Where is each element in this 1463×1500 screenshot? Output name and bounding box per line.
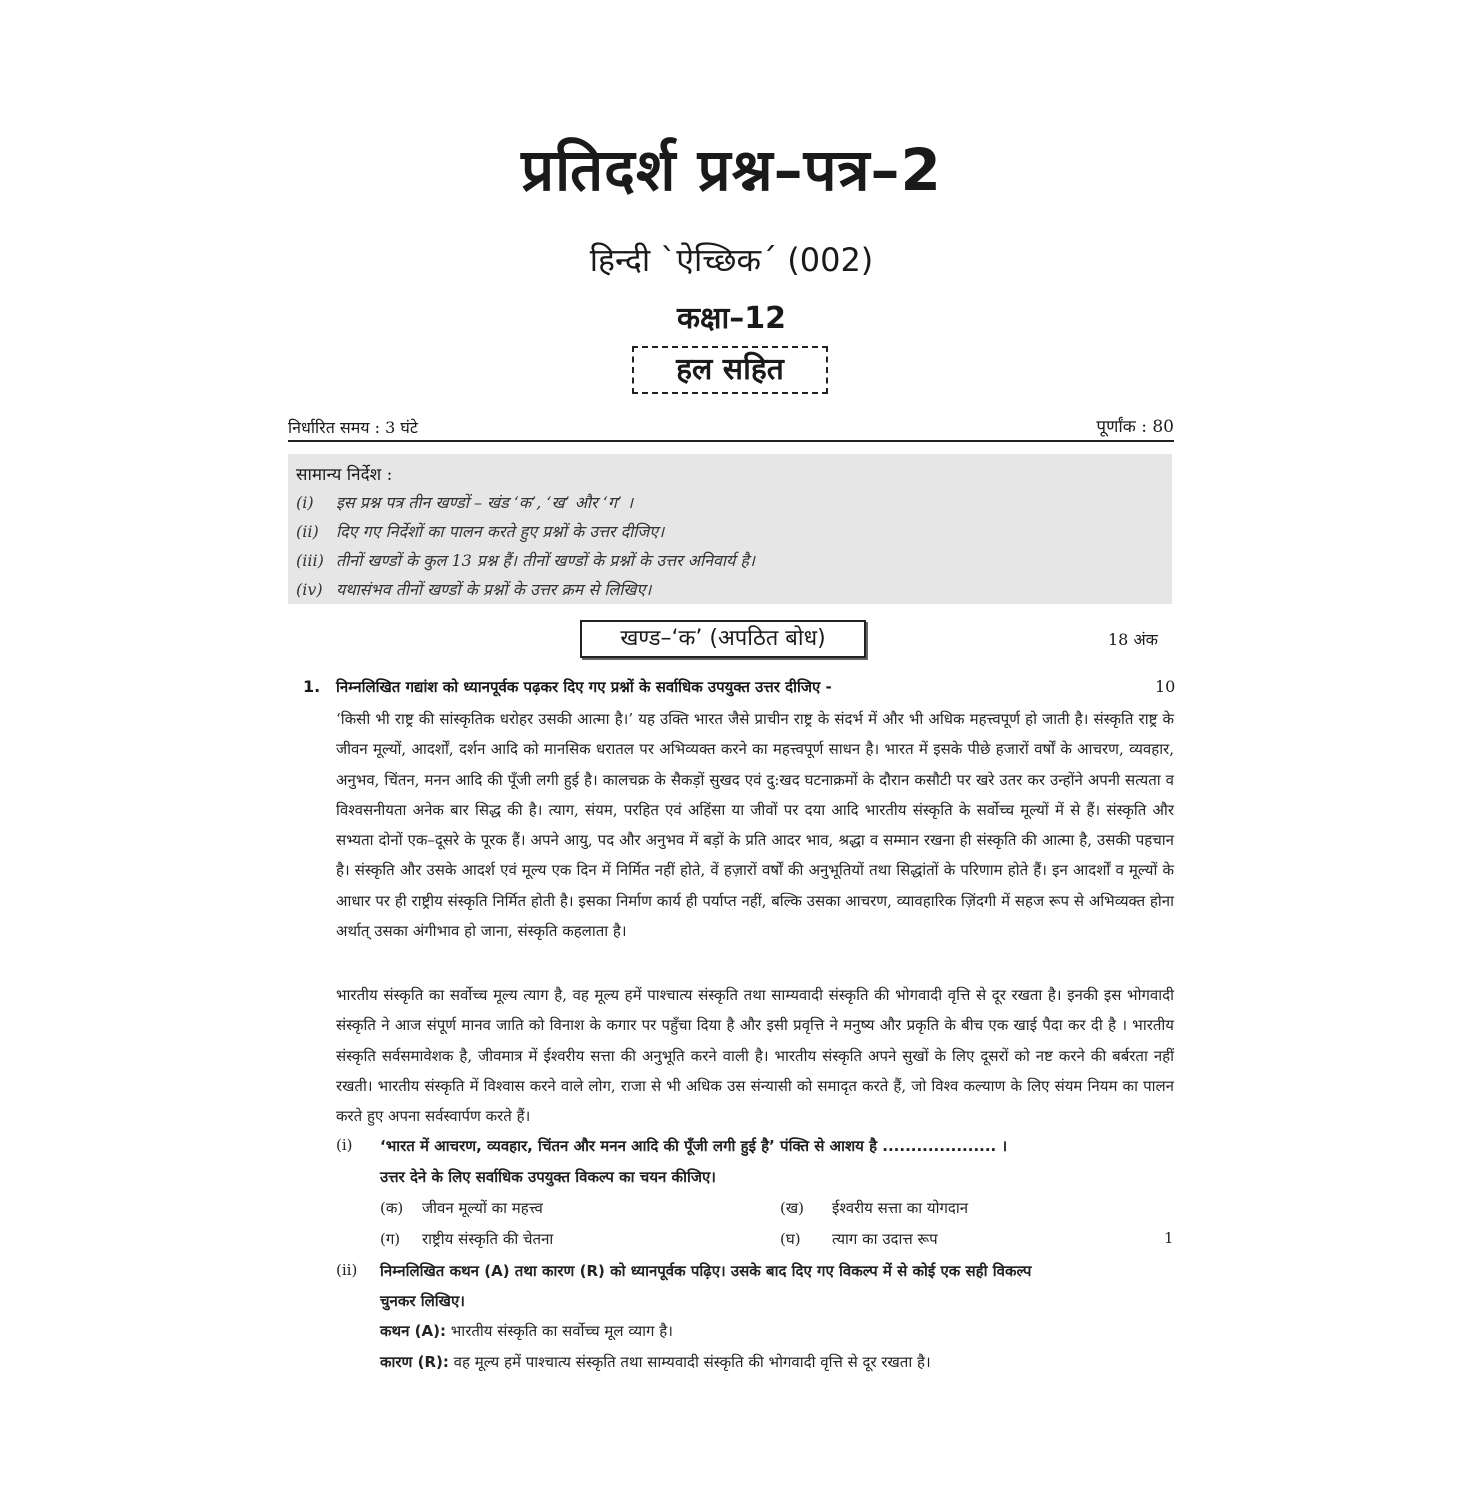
option-text: त्याग का उदात्त रूप xyxy=(832,1230,938,1248)
instruction-text: दिए गए निर्देशों का पालन करते हुए प्रश्नों के उत्तर दीजिए। xyxy=(336,522,665,541)
section-marks: 18 अंक xyxy=(1108,630,1158,649)
instruction-number: (iv) xyxy=(296,580,323,599)
subject-line: हिन्दी `ऐच्छिक´ (002) xyxy=(589,241,874,279)
assertion-line xyxy=(380,1321,673,1341)
subquestion-text: निम्नलिखित कथन (A) तथा कारण (R) को ध्यानपूर्वक पढ़िए। उसके बाद दिए गए विकल्प में से कोई एक सही विकल्प xyxy=(380,1262,1032,1280)
subquestion-instruction: उत्तर देने के लिए सर्वाधिक उपयुक्त विकल्प का चयन कीजिए। xyxy=(380,1168,716,1186)
question-marks: 10 xyxy=(1155,677,1176,696)
question-number: 1. xyxy=(303,677,321,696)
passage-paragraph-1: ‘किसी भी राष्ट्र की सांस्कृतिक धरोहर उसकी आत्मा है।’ यह उक्ति भारत जैसे प्राचीन राष्ट्र के संदर्भ में और भी अधिक महत्त्वपूर्ण हो जाती है। संस्कृति राष्ट्र के जीवन मूल्यों, आदर्शों, दर्शन आदि को मानसिक धरातल पर अभिव्यक्त करने का महत्त्वपूर्ण साधन है। भारत में इसके पीछे हजारों वर्षों के आचरण, व्यवहार, अनुभव, चिंतन, मनन आदि की पूँजी लगी हुई है। कालचक्र के सैकड़ों सुखद एवं दु:खद घटनाक्रमों के दौरान कसौटी पर खरे उतर कर उन्होंने अपनी सत्यता व विश्वसनीयता अनेक बार सिद्ध की है। त्याग, संयम, परहित एवं अहिंसा या जीवों पर दया आदि भारतीय संस्कृति के सर्वोच्च मूल्यों में से हैं। संस्कृति और सभ्यता दोनों एक–दूसरे के पूरक हैं। अपने आयु, पद और अनुभव में बड़ों के प्रति आदर भाव, श्रद्धा व सम्मान रखना ही संस्कृति की आत्मा है, उसकी पहचान है। संस्कृति और उसके आदर्श एवं मूल्य एक दिन में निर्मित नहीं होते, वें हज़ारों वर्षों की अनुभूतियों तथा सिद्धांतों के परिणाम होते हैं। इन आदर्शों व मूल्यों के आधार पर ही राष्ट्रीय संस्कृति निर्मित होती है। इसका निर्माण कार्य ही पर्याप्त नहीं, बल्कि उसका आचरण, व्यावहारिक ज़िंदगी में सहज रूप से अभिव्यक्त होना अर्थात् उसका अंगीभाव हो जाना, संस्कृति कहलाता है। xyxy=(336,710,1174,941)
reason-label: कारण (R): xyxy=(380,1353,449,1371)
option-text: ईश्वरीय सत्ता का योगदान xyxy=(832,1199,969,1217)
instructions-heading: सामान्य निर्देश : xyxy=(296,465,393,485)
instruction-item xyxy=(296,578,651,600)
header-divider xyxy=(288,440,1174,442)
instruction-text: तीनों खण्डों के कुल 13 प्रश्न हैं। तीनों खण्डों के प्रश्नों के उत्तर अनिवार्य है। xyxy=(336,551,755,570)
instruction-number: (i) xyxy=(296,493,314,512)
section-heading: खण्ड–‘क’ (अपठित बोध) xyxy=(580,620,866,658)
paper-title: प्रतिदर्श प्रश्न–पत्र–2 xyxy=(521,136,942,204)
instruction-text: यथासंभव तीनों खण्डों के प्रश्नों के उत्तर क्रम से लिखिए। xyxy=(336,580,652,599)
instruction-item xyxy=(296,520,664,542)
reason-line xyxy=(380,1352,931,1372)
reason-text: वह मूल्य हमें पाश्चात्य संस्कृति तथा साम्यवादी संस्कृति की भोगवादी वृत्ति से दूर रखता है। xyxy=(453,1353,931,1371)
instruction-number: (iii) xyxy=(296,551,324,570)
subquestion-number: (i) xyxy=(336,1136,353,1154)
max-marks: पूर्णांक : 80 xyxy=(1096,417,1174,437)
solved-badge: हल सहित xyxy=(632,346,828,394)
instruction-item xyxy=(296,549,755,571)
general-instructions-box xyxy=(288,454,1172,604)
instruction-text: इस प्रश्न पत्र तीन खण्डों – खंड ‘क’, ‘ख’ और ‘ग’ । xyxy=(336,493,634,512)
option-label: (घ) xyxy=(780,1230,801,1248)
passage-paragraph-2: भारतीय संस्कृति का सर्वोच्च मूल्य त्याग है, वह मूल्य हमें पाश्चात्य संस्कृति तथा साम्यवादी संस्कृति की भोगवादी वृत्ति से दूर रखता है। इनकी इस भोगवादी संस्कृति ने आज संपूर्ण मानव जाति को विनाश के कगार पर पहुँचा दिया है और इसी प्रवृत्ति ने मनुष्य और प्रकृति के बीच एक खाई पैदा कर दी है । भारतीय संस्कृति सर्वसमावेशक है, जीवमात्र में ईश्वरीय सत्ता की अनुभूति करने वाली है। भारतीय संस्कृति अपने सुखों के लिए दूसरों को नष्ट करने की बर्बरता नहीं रखती। भारतीय संस्कृति में विश्वास करने वाले लोग, राजा से भी अधिक उस संन्यासी को समादृत करते हैं, जो विश्व कल्याण के लिए संयम नियम का पालन करते हुए अपना सर्वस्वार्पण करते हैं। xyxy=(336,986,1174,1126)
class-line: कक्षा–12 xyxy=(676,301,787,336)
time-allowed: निर्धारित समय : 3 घंटे xyxy=(288,418,418,437)
option-label: (ख) xyxy=(780,1199,804,1217)
instruction-item xyxy=(296,491,633,513)
question-prompt: निम्नलिखित गद्यांश को ध्यानपूर्वक पढ़कर दिए गए प्रश्नों के सर्वाधिक उपयुक्त उत्तर दीजिए - xyxy=(336,678,832,696)
assertion-text: भारतीय संस्कृति का सर्वोच्च मूल व्याग है। xyxy=(450,1322,673,1340)
subquestion-text: ‘भारत में आचरण, व्यवहार, चिंतन और मनन आदि की पूँजी लगी हुई है’ पंक्ति से आशय है .................... । xyxy=(380,1137,1008,1155)
option-label: (ग) xyxy=(380,1230,401,1248)
subquestion-marks: 1 xyxy=(1164,1229,1174,1247)
option-text: राष्ट्रीय संस्कृति की चेतना xyxy=(422,1230,554,1248)
assertion-label: कथन (A): xyxy=(380,1322,446,1340)
paper-meta xyxy=(288,414,1174,440)
instruction-number: (ii) xyxy=(296,522,319,541)
subquestion-number: (ii) xyxy=(336,1261,358,1279)
option-label: (क) xyxy=(380,1199,404,1217)
option-text: जीवन मूल्यों का महत्त्व xyxy=(422,1199,543,1217)
subquestion-text-continued: चुनकर लिखिए। xyxy=(380,1292,465,1310)
